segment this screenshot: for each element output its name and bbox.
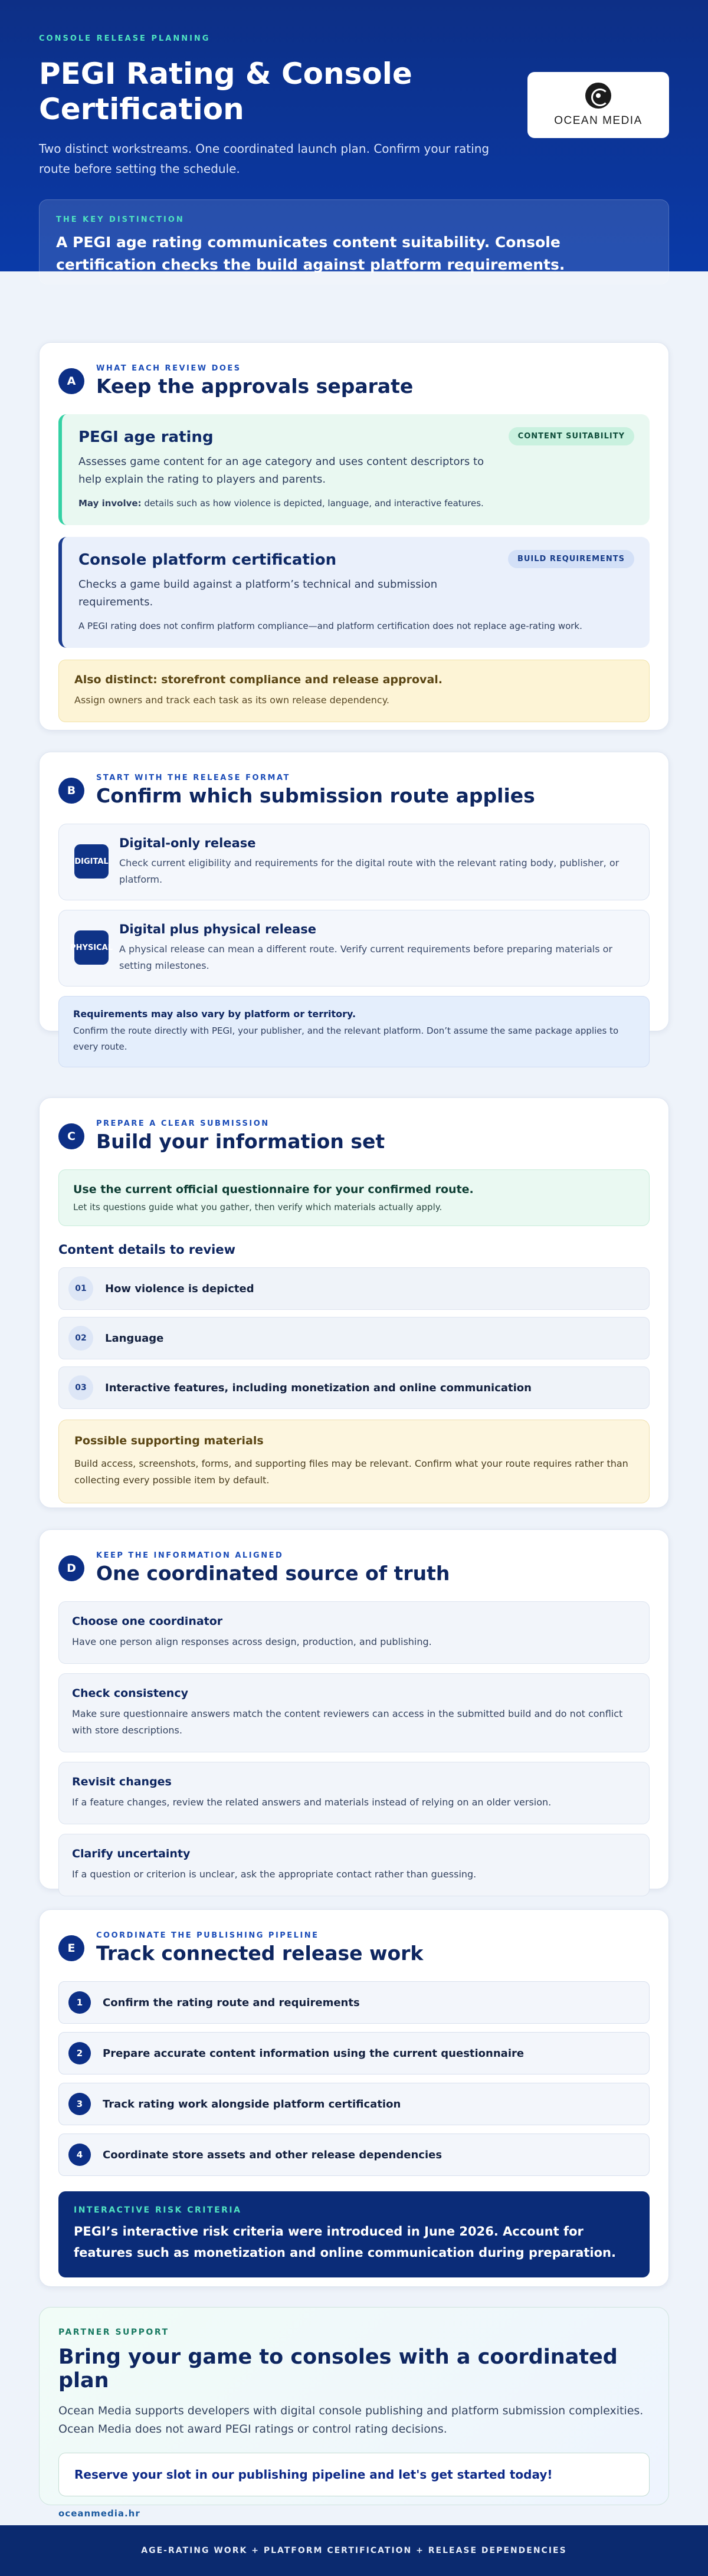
route-variation-title: Requirements may also vary by platform or territory. bbox=[73, 1008, 356, 1020]
section-eyebrow: KEEP THE INFORMATION ALIGNED bbox=[96, 1551, 284, 1560]
truth-title: Check consistency bbox=[72, 1687, 188, 1700]
cert-note: A PEGI rating does not confirm platform compliance—and platform certification does not replace age-rating work. bbox=[78, 621, 582, 631]
truth-text: If a feature changes, review the related answers and materials instead of relying on an older version. bbox=[72, 1797, 552, 1808]
step-number: 3 bbox=[68, 2093, 91, 2115]
console-certification-box bbox=[58, 537, 650, 648]
reserve-slot-button[interactable]: Reserve your slot in our publishing pipeline and let's get started today! bbox=[58, 2453, 650, 2496]
section-badge: E bbox=[58, 1935, 84, 1961]
cert-title: Console platform certification bbox=[78, 551, 337, 569]
supporting-materials-text: Build access, screenshots, forms, and supporting files may be relevant. Confirm what your route requires rather than collecting every possible item by default. bbox=[74, 1458, 628, 1486]
also-distinct-box bbox=[58, 660, 650, 722]
route-digital-physical bbox=[58, 910, 650, 987]
questionnaire-title: Use the current official questionnaire for your confirmed route. bbox=[73, 1183, 474, 1196]
partner-eyebrow: PARTNER SUPPORT bbox=[58, 2328, 169, 2337]
partner-title: Bring your game to consoles with a coordinated plan bbox=[58, 2345, 618, 2393]
section-header bbox=[58, 774, 650, 807]
section-eyebrow: START WITH THE RELEASE FORMAT bbox=[96, 774, 290, 782]
build-requirements-badge: BUILD REQUIREMENTS bbox=[508, 550, 634, 568]
section-title: Confirm which submission route applies bbox=[96, 784, 535, 807]
section-badge: C bbox=[58, 1123, 84, 1149]
partner-support-section bbox=[39, 2307, 669, 2519]
hero-subtitle: Two distinct workstreams. One coordinated launch plan. Confirm your rating route before setting the schedule. bbox=[39, 142, 490, 176]
truth-text: Have one person align responses across design, production, and publishing. bbox=[72, 1636, 432, 1647]
pegi-note-text: details such as how violence is depicted, language, and interactive features. bbox=[141, 498, 484, 509]
list-item bbox=[58, 1366, 650, 1409]
key-distinction-label: THE KEY DISTINCTION bbox=[56, 215, 185, 224]
step-number: 4 bbox=[68, 2144, 91, 2166]
website-link[interactable]: oceanmedia.hr bbox=[58, 2508, 140, 2519]
pegi-body: Assesses game content for an age category and uses content descriptors to help explain the rating to players and parents. bbox=[78, 455, 484, 486]
section-badge: D bbox=[58, 1555, 84, 1581]
section-badge: B bbox=[58, 778, 84, 804]
list-item bbox=[58, 1317, 650, 1359]
pipeline-step bbox=[58, 1981, 650, 2024]
item-number: 03 bbox=[68, 1375, 93, 1400]
page-title: PEGI Rating & Console Certification bbox=[39, 57, 412, 126]
ocean-media-logo bbox=[527, 72, 669, 138]
also-distinct-title: Also distinct: storefront compliance and release approval. bbox=[74, 673, 442, 686]
also-distinct-text: Assign owners and track each task as its own release dependency. bbox=[74, 694, 389, 706]
footer-text: AGE-RATING WORK + PLATFORM CERTIFICATION + RELEASE DEPENDENCIES bbox=[141, 2546, 567, 2555]
pegi-note-label: May involve: bbox=[78, 498, 142, 509]
truth-item bbox=[58, 1673, 650, 1752]
truth-text: Make sure questionnaire answers match the content reviewers can access in the submitted build and do not conflict with store descriptions. bbox=[72, 1708, 623, 1736]
route-digital-only bbox=[58, 824, 650, 900]
truth-text: If a question or criterion is unclear, ask the appropriate contact rather than guessing. bbox=[72, 1869, 477, 1880]
section-header bbox=[58, 1119, 650, 1153]
truth-title: Clarify uncertainty bbox=[72, 1847, 191, 1860]
step-text: Confirm the rating route and requirements bbox=[103, 1996, 360, 2009]
section-eyebrow: WHAT EACH REVIEW DOES bbox=[96, 364, 241, 373]
interactive-risk-label: INTERACTIVE RISK CRITERIA bbox=[74, 2205, 242, 2215]
pegi-rating-box bbox=[58, 414, 650, 525]
section-title: Track connected release work bbox=[96, 1942, 424, 1965]
section-header bbox=[58, 1931, 650, 1965]
section-eyebrow: COORDINATE THE PUBLISHING PIPELINE bbox=[96, 1931, 319, 1940]
route-variation-note bbox=[58, 996, 650, 1067]
route-title: Digital plus physical release bbox=[119, 922, 317, 936]
section-submission-route bbox=[39, 752, 669, 1052]
supporting-materials-title: Possible supporting materials bbox=[74, 1434, 264, 1447]
item-number: 01 bbox=[68, 1276, 93, 1301]
section-information-set bbox=[39, 1097, 669, 1508]
section-header bbox=[58, 1551, 650, 1585]
pegi-note bbox=[78, 496, 633, 511]
route-body: A physical release can mean a different route. Verify current requirements before preparing materials or setting milestones. bbox=[119, 943, 612, 971]
pipeline-step bbox=[58, 2083, 650, 2125]
route-body: Check current eligibility and requirements for the digital route with the relevant rating body, publisher, or platform. bbox=[119, 857, 620, 885]
spiral-logo-icon bbox=[585, 83, 611, 109]
pegi-title: PEGI age rating bbox=[78, 428, 214, 446]
interactive-risk-text: PEGI’s interactive risk criteria were introduced in June 2026. Account for features such as monetization and online communication during preparation. bbox=[74, 2224, 616, 2260]
truth-item bbox=[58, 1762, 650, 1824]
physical-icon: PHYSICAL bbox=[74, 930, 109, 965]
section-title: One coordinated source of truth bbox=[96, 1562, 450, 1585]
route-title: Digital-only release bbox=[119, 836, 256, 850]
step-text: Coordinate store assets and other release dependencies bbox=[103, 2148, 442, 2161]
digital-icon: DIGITAL bbox=[74, 844, 109, 879]
interactive-risk-box bbox=[58, 2191, 650, 2277]
partner-body: Ocean Media supports developers with digital console publishing and platform submission complexities. Ocean Media does not award PEGI ratings or control rating decisions. bbox=[58, 2404, 644, 2436]
item-text: How violence is depicted bbox=[105, 1282, 254, 1295]
questionnaire-box bbox=[58, 1169, 650, 1226]
logo-text: OCEAN MEDIA bbox=[554, 114, 643, 127]
truth-item bbox=[58, 1601, 650, 1664]
section-header bbox=[58, 364, 650, 398]
pipeline-step bbox=[58, 2133, 650, 2176]
questionnaire-text: Let its questions guide what you gather, then verify which materials actually apply. bbox=[73, 1202, 442, 1212]
section-approvals bbox=[39, 342, 669, 730]
truth-item bbox=[58, 1834, 650, 1896]
step-text: Track rating work alongside platform certification bbox=[103, 2097, 401, 2110]
section-title: Build your information set bbox=[96, 1130, 385, 1153]
section-release-work bbox=[39, 1909, 669, 2287]
section-eyebrow: PREPARE A CLEAR SUBMISSION bbox=[96, 1119, 270, 1128]
list-item bbox=[58, 1267, 650, 1310]
key-distinction-text: A PEGI age rating communicates content suitability. Console certification checks the build against platform requirements. bbox=[56, 234, 565, 273]
footer bbox=[0, 2525, 708, 2576]
step-text: Prepare accurate content information using the current questionnaire bbox=[103, 2047, 525, 2060]
item-number: 02 bbox=[68, 1326, 93, 1351]
hero-eyebrow: CONSOLE RELEASE PLANNING bbox=[39, 34, 211, 43]
content-details-heading: Content details to review bbox=[58, 1243, 235, 1257]
item-text: Interactive features, including monetization and online communication bbox=[105, 1381, 532, 1394]
content-suitability-badge: CONTENT SUITABILITY bbox=[509, 427, 634, 445]
pipeline-step bbox=[58, 2032, 650, 2074]
truth-title: Revisit changes bbox=[72, 1775, 172, 1788]
key-distinction-box bbox=[39, 199, 669, 284]
truth-title: Choose one coordinator bbox=[72, 1615, 223, 1628]
route-variation-text: Confirm the route directly with PEGI, your publisher, and the relevant platform. Don’t assume the same package applies to every route. bbox=[73, 1025, 619, 1052]
step-number: 1 bbox=[68, 1991, 91, 2014]
supporting-materials-box bbox=[58, 1420, 650, 1503]
step-number: 2 bbox=[68, 2042, 91, 2064]
section-badge: A bbox=[58, 368, 84, 394]
section-title: Keep the approvals separate bbox=[96, 375, 414, 398]
cert-body: Checks a game build against a platform’s technical and submission requirements. bbox=[78, 578, 438, 608]
section-source-of-truth bbox=[39, 1529, 669, 1889]
item-text: Language bbox=[105, 1332, 164, 1345]
